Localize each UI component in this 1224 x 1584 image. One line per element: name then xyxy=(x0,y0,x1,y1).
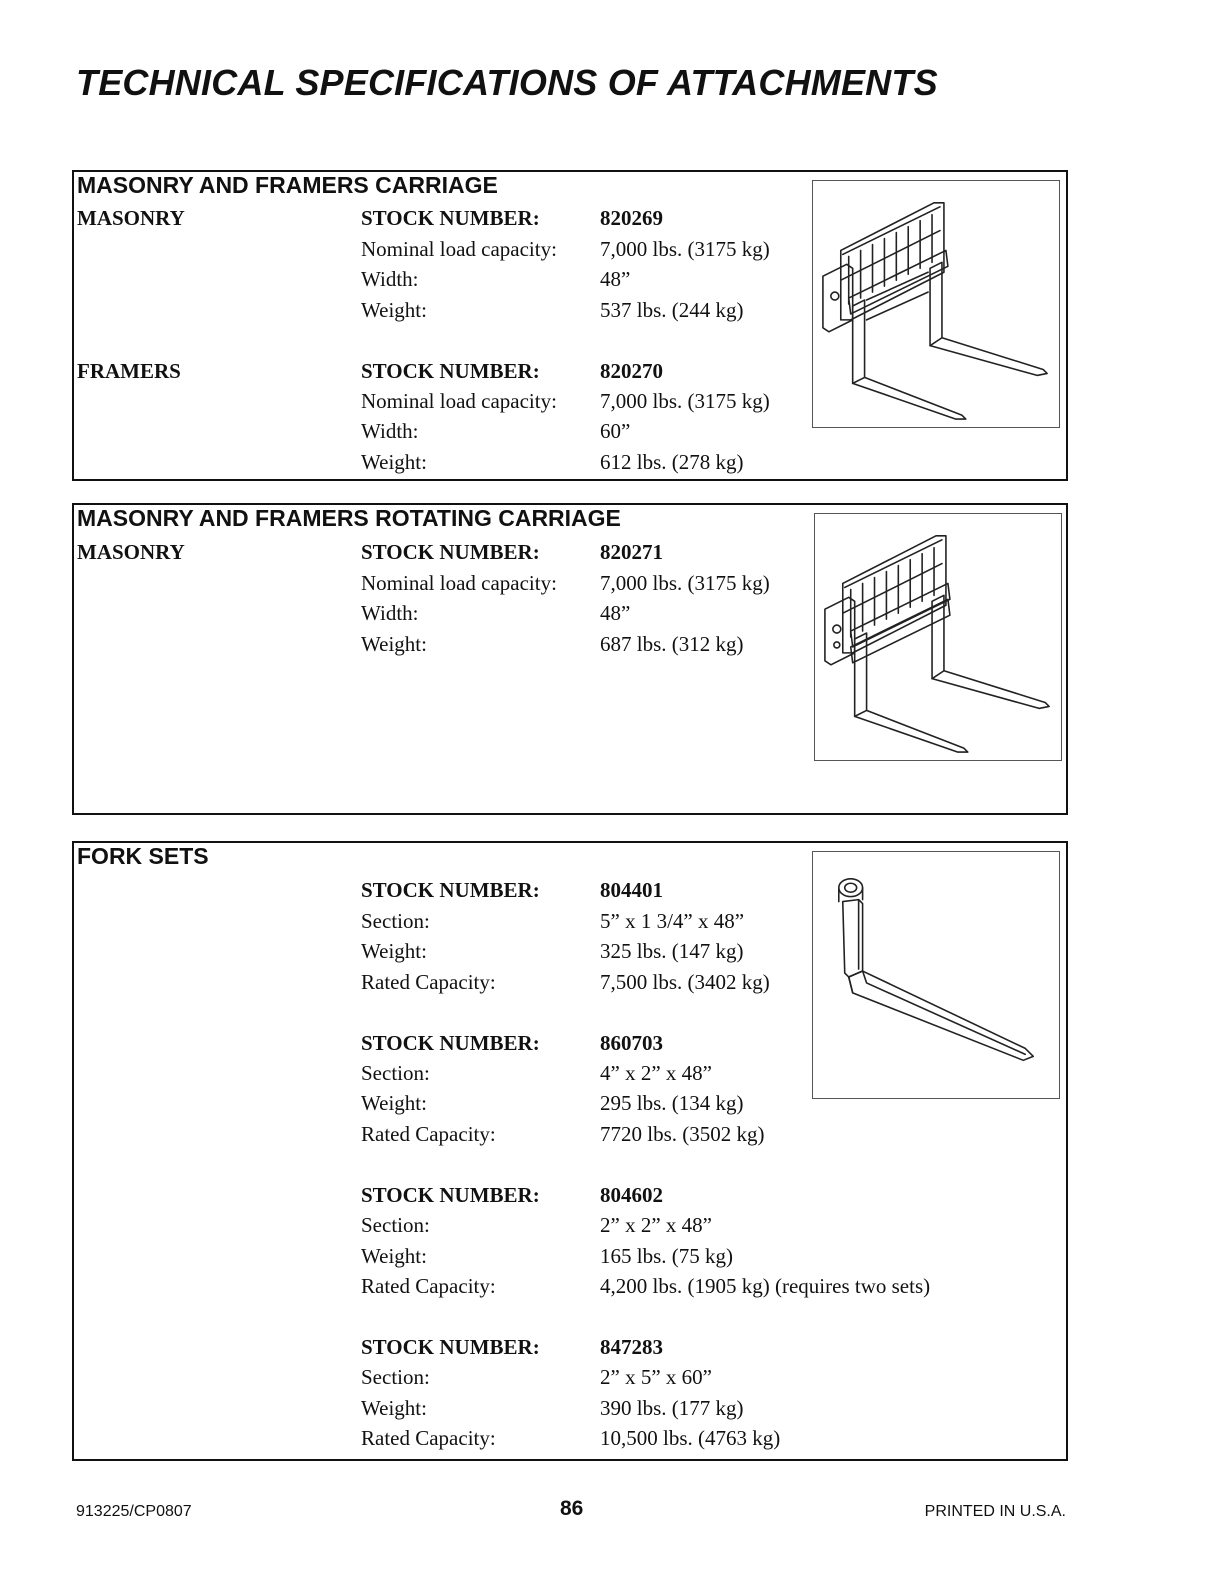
spec-value: 325 lbs. (147 kg) xyxy=(600,939,744,963)
section-title: FORK SETS xyxy=(77,843,209,869)
spec-label: Weight: xyxy=(361,1244,427,1268)
fork-carriage-icon xyxy=(812,180,1060,428)
section-masonry-framers-rotating-carriage xyxy=(72,503,1068,815)
spec-label: Width: xyxy=(361,419,419,443)
spec-label: Rated Capacity: xyxy=(361,1426,496,1450)
section-fork-sets xyxy=(72,841,1068,1461)
spec-value: 165 lbs. (75 kg) xyxy=(600,1244,733,1268)
spec-label: Weight: xyxy=(361,632,427,656)
spec-row xyxy=(74,1122,794,1150)
spec-row xyxy=(74,1426,794,1454)
spec-label: Weight: xyxy=(361,1396,427,1420)
single-fork-icon xyxy=(812,851,1060,1099)
spec-value: 7,000 lbs. (3175 kg) xyxy=(600,237,770,261)
spec-row xyxy=(74,1396,794,1424)
spec-label: Nominal load capacity: xyxy=(361,571,557,595)
printed-in-notice: PRINTED IN U.S.A. xyxy=(924,1503,1066,1520)
spec-label: Section: xyxy=(361,1365,430,1389)
spec-value: 687 lbs. (312 kg) xyxy=(600,632,744,656)
spec-row xyxy=(74,1213,794,1241)
spec-label: STOCK NUMBER: xyxy=(361,878,540,902)
spec-label: Section: xyxy=(361,1061,430,1085)
spec-label: Rated Capacity: xyxy=(361,1122,496,1146)
spec-row xyxy=(74,632,794,660)
rotating-fork-carriage-icon xyxy=(814,513,1062,761)
spec-label: STOCK NUMBER: xyxy=(361,1335,540,1359)
spec-value: 10,500 lbs. (4763 kg) xyxy=(600,1426,781,1450)
spec-row xyxy=(74,1091,794,1119)
spec-label: Width: xyxy=(361,267,419,291)
spec-label: Width: xyxy=(361,601,419,625)
spec-value: 295 lbs. (134 kg) xyxy=(600,1091,744,1115)
spec-value: 847283 xyxy=(600,1335,663,1359)
spec-value: 7,000 lbs. (3175 kg) xyxy=(600,389,770,413)
document-number: 913225/CP0807 xyxy=(76,1503,192,1520)
spec-value: 5” x 1 3/4” x 48” xyxy=(600,909,745,933)
spec-row xyxy=(74,1335,794,1363)
spec-row xyxy=(74,1365,794,1393)
spec-row xyxy=(74,1244,794,1272)
spec-value: 2” x 2” x 48” xyxy=(600,1213,712,1237)
spec-row xyxy=(74,298,794,326)
group-label: MASONRY xyxy=(77,540,185,564)
spec-row xyxy=(74,450,794,478)
spec-value: 860703 xyxy=(600,1031,663,1055)
spec-value: 804602 xyxy=(600,1183,663,1207)
section-title: MASONRY AND FRAMERS CARRIAGE xyxy=(77,172,498,198)
spec-row xyxy=(74,939,794,967)
spec-value: 48” xyxy=(600,267,631,291)
page-title: TECHNICAL SPECIFICATIONS OF ATTACHMENTS xyxy=(76,62,938,103)
spec-label: Weight: xyxy=(361,298,427,322)
spec-row xyxy=(74,389,794,417)
spec-value: 612 lbs. (278 kg) xyxy=(600,450,744,474)
spec-row xyxy=(74,601,794,629)
spec-row xyxy=(74,571,794,599)
spec-row xyxy=(74,1274,931,1302)
spec-label: STOCK NUMBER: xyxy=(361,359,540,383)
spec-row xyxy=(74,237,794,265)
spec-label: Section: xyxy=(361,909,430,933)
spec-row xyxy=(74,359,794,387)
spec-value: 60” xyxy=(600,419,631,443)
spec-row xyxy=(74,1031,794,1059)
spec-label: Weight: xyxy=(361,450,427,474)
page-number: 86 xyxy=(560,1497,584,1520)
spec-value: 4” x 2” x 48” xyxy=(600,1061,712,1085)
spec-value: 820269 xyxy=(600,206,663,230)
section-masonry-framers-carriage xyxy=(72,170,1068,481)
spec-row xyxy=(74,1183,794,1211)
spec-row xyxy=(74,267,794,295)
spec-value: 820271 xyxy=(600,540,663,564)
spec-label: Weight: xyxy=(361,1091,427,1115)
spec-label: Nominal load capacity: xyxy=(361,389,557,413)
spec-label: Nominal load capacity: xyxy=(361,237,557,261)
spec-value: 48” xyxy=(600,601,631,625)
group-label: FRAMERS xyxy=(77,359,181,383)
spec-row xyxy=(74,970,794,998)
spec-value: 7720 lbs. (3502 kg) xyxy=(600,1122,765,1146)
spec-row xyxy=(74,909,794,937)
spec-label: Rated Capacity: xyxy=(361,970,496,994)
spec-label: STOCK NUMBER: xyxy=(361,1183,540,1207)
spec-label: STOCK NUMBER: xyxy=(361,540,540,564)
spec-value: 4,200 lbs. (1905 kg) (requires two sets) xyxy=(600,1274,931,1298)
spec-value: 2” x 5” x 60” xyxy=(600,1365,712,1389)
spec-label: Weight: xyxy=(361,939,427,963)
spec-value: 537 lbs. (244 kg) xyxy=(600,298,744,322)
spec-value: 820270 xyxy=(600,359,663,383)
section-title: MASONRY AND FRAMERS ROTATING CARRIAGE xyxy=(77,505,621,531)
spec-label: Section: xyxy=(361,1213,430,1237)
spec-label: STOCK NUMBER: xyxy=(361,1031,540,1055)
group-label: MASONRY xyxy=(77,206,185,230)
spec-value: 7,500 lbs. (3402 kg) xyxy=(600,970,770,994)
spec-value: 390 lbs. (177 kg) xyxy=(600,1396,744,1420)
spec-row xyxy=(74,1061,794,1089)
spec-row xyxy=(74,878,794,906)
spec-row xyxy=(74,206,794,234)
spec-label: Rated Capacity: xyxy=(361,1274,496,1298)
spec-label: STOCK NUMBER: xyxy=(361,206,540,230)
spec-value: 7,000 lbs. (3175 kg) xyxy=(600,571,770,595)
spec-value: 804401 xyxy=(600,878,663,902)
spec-row xyxy=(74,419,794,447)
spec-row xyxy=(74,540,794,568)
